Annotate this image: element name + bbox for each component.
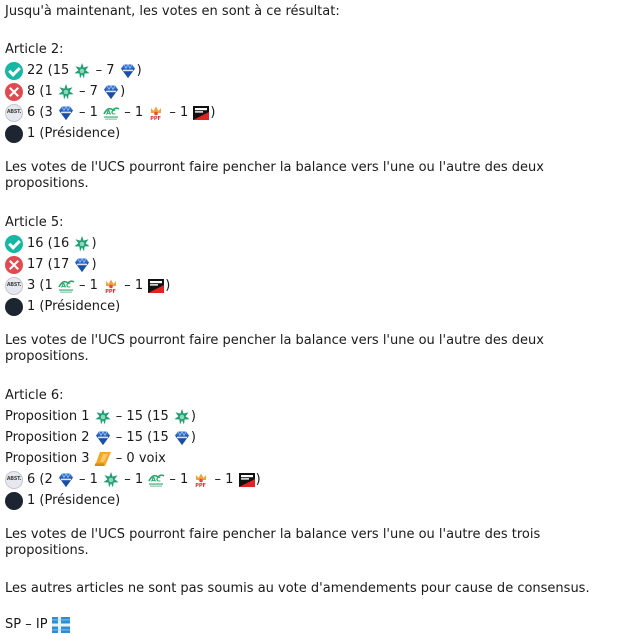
x-circle-icon [5, 83, 23, 101]
orange-logo-icon [94, 450, 112, 468]
article-6-abstention-line: ABST. 6 (2 – 1 – 1 – 1 – 1 ) [5, 469, 617, 490]
blue-diamond-logo-icon [102, 83, 120, 101]
no-count: 17 [27, 257, 44, 272]
intro-text: Jusqu'à maintenant, les votes en sont à ce résultat: [5, 4, 340, 19]
blue-diamond-logo-icon [94, 429, 112, 447]
abstention-count: 3 [27, 278, 36, 293]
abstention-count: 6 [27, 472, 36, 487]
proposition-2-label: Proposition 2 [5, 430, 94, 445]
article-2-block [5, 41, 617, 192]
blue-diamond-logo-icon [119, 62, 137, 80]
green-flower-logo-icon [73, 235, 91, 253]
green-flower-logo-icon [73, 62, 91, 80]
red-black-flag-logo-icon [147, 277, 165, 295]
article-6-proposition-3-line: Proposition 3 – 0 voix [5, 448, 617, 469]
article-6-title: Article 6: [5, 388, 64, 403]
signature-text: SP – IP [5, 617, 48, 632]
blue-flag-logo-icon [52, 616, 70, 634]
article-6-presidence-line [5, 490, 617, 511]
article-2-no-line: 8 (1 – 7 ) [5, 81, 617, 102]
article-2-yes-line: 22 (15 – 7 ) [5, 60, 617, 81]
no-count: 8 [27, 84, 36, 99]
article-5-abstention-line: ABST. 3 (1 – 1 – 1 ) [5, 275, 617, 296]
article-6-block [5, 387, 617, 559]
presidence-text: 1 (Présidence) [27, 126, 121, 141]
green-flower-logo-icon [102, 471, 120, 489]
article-2-note: Les votes de l'UCS pourront faire pencher la balance vers l'une ou l'autre des deux propositions. [5, 160, 544, 191]
red-black-flag-logo-icon [238, 471, 256, 489]
presidence-text: 1 (Présidence) [27, 299, 121, 314]
yes-count: 16 [27, 236, 44, 251]
article-6-proposition-2-line: Proposition 2 – 15 (15 ) [5, 427, 617, 448]
green-flower-logo-icon [57, 83, 75, 101]
article-5-presidence-line [5, 296, 617, 317]
check-circle-icon [5, 62, 23, 80]
blue-diamond-logo-icon [173, 429, 191, 447]
abstention-count: 6 [27, 105, 36, 120]
blue-diamond-logo-icon [57, 471, 75, 489]
proposition-1-label: Proposition 1 [5, 409, 94, 424]
black-dot-icon [5, 298, 23, 316]
article-2-title: Article 2: [5, 42, 64, 57]
check-circle-icon [5, 235, 23, 253]
blue-diamond-logo-icon [73, 256, 91, 274]
article-5-yes-line: 16 (16 ) [5, 233, 617, 254]
article-6-proposition-1-line: Proposition 1 – 15 (15 ) [5, 406, 617, 427]
ac-alliance-logo-icon [57, 277, 75, 295]
proposition-3-label: Proposition 3 [5, 451, 94, 466]
forum-post-content [5, 4, 617, 634]
signature [5, 616, 617, 634]
article-5-no-line: 17 (17 ) [5, 254, 617, 275]
x-circle-icon [5, 256, 23, 274]
ac-alliance-logo-icon [102, 104, 120, 122]
ac-alliance-logo-icon [147, 471, 165, 489]
abstention-badge-icon: ABST. [5, 471, 23, 489]
article-6-note: Les votes de l'UCS pourront faire pencher la balance vers l'une ou l'autre des trois propositions. [5, 527, 541, 558]
black-dot-icon [5, 125, 23, 143]
abstention-badge-icon: ABST. [5, 277, 23, 295]
closing-text: Les autres articles ne sont pas soumis au vote d'amendements pour cause de consensus. [5, 581, 590, 596]
ppf-crown-logo-icon [192, 471, 210, 489]
ppf-crown-logo-icon [147, 104, 165, 122]
blue-diamond-logo-icon [57, 104, 75, 122]
article-5-note: Les votes de l'UCS pourront faire pencher la balance vers l'une ou l'autre des deux propositions. [5, 333, 544, 364]
green-flower-logo-icon [94, 408, 112, 426]
yes-count: 22 [27, 63, 44, 78]
abstention-badge-icon: ABST. [5, 104, 23, 122]
article-2-presidence-line [5, 123, 617, 144]
presidence-text: 1 (Présidence) [27, 493, 121, 508]
red-black-flag-logo-icon [192, 104, 210, 122]
black-dot-icon [5, 492, 23, 510]
green-flower-logo-icon [173, 408, 191, 426]
article-2-abstention-line: ABST. 6 (3 – 1 – 1 – 1 ) [5, 102, 617, 123]
article-5-block [5, 214, 617, 365]
ppf-crown-logo-icon [102, 277, 120, 295]
article-5-title: Article 5: [5, 215, 64, 230]
